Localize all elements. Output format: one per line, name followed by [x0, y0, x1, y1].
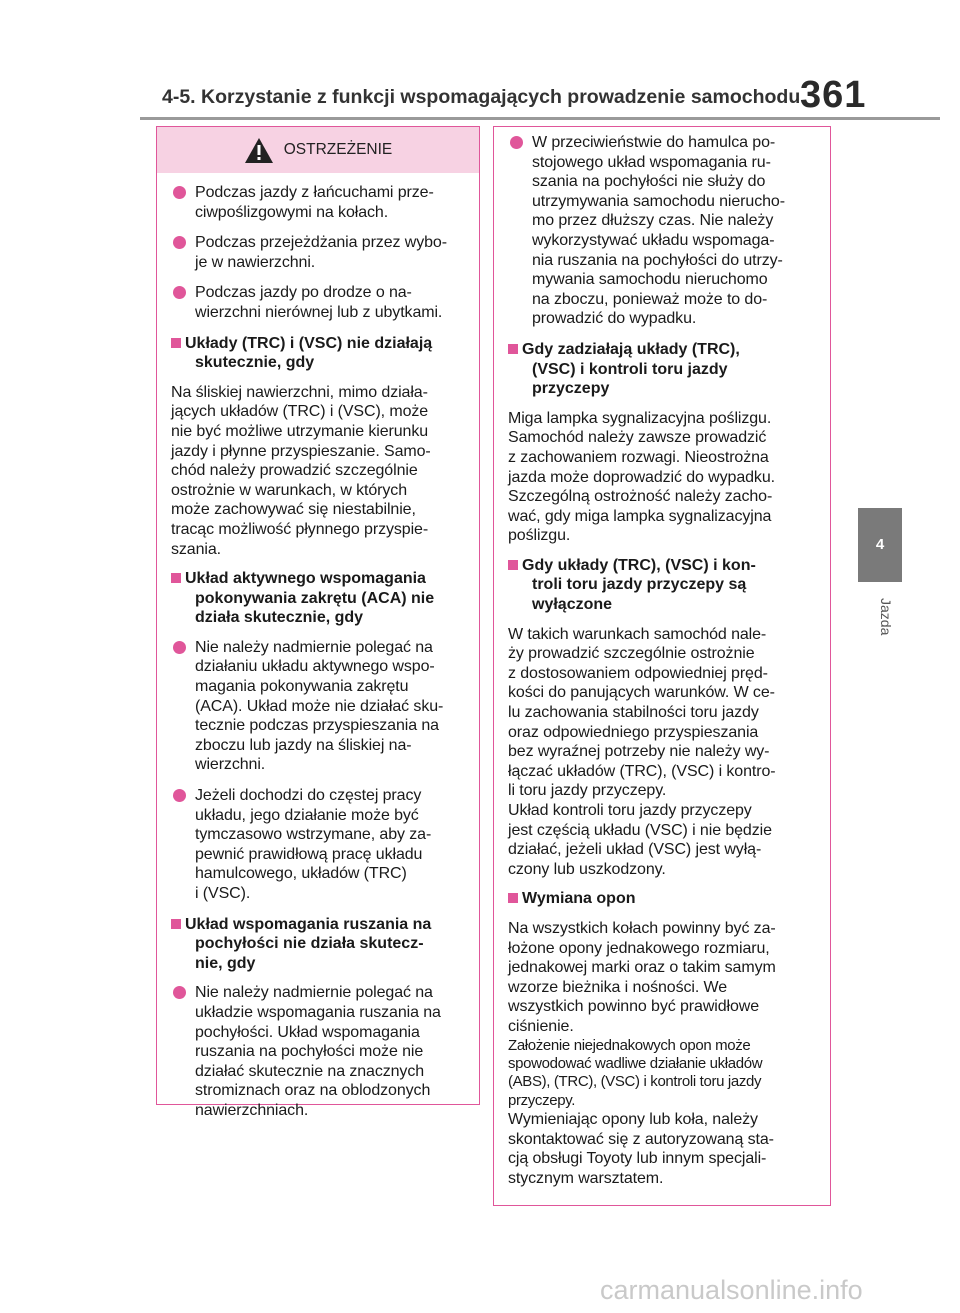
text-line: lu zachowania stabilności toru jazdy	[508, 704, 759, 722]
text-line: ruszania na pochyłości może nie	[195, 1043, 424, 1061]
bullet-dot-icon	[173, 641, 186, 654]
text-line: pochyłości. Układ wspomagania	[195, 1023, 420, 1041]
text-line: jazda może doprowadzić do wypadku.	[508, 468, 775, 486]
text-line: jazdy i płynne przyspieszanie. Samo-	[171, 442, 431, 460]
text-line: magania pokonywania zakrętu	[195, 678, 409, 696]
text-line: utrzymywania samochodu nierucho-	[532, 192, 785, 210]
warning-bullet	[171, 233, 465, 272]
text-line: stycznym warsztatem.	[508, 1169, 664, 1187]
paragraph	[508, 919, 816, 1037]
text-line: (ABS), (TRC), (VSC) i kontroli toru jazdy	[508, 1073, 762, 1091]
text-line: Na śliskiej nawierzchni, mimo działa-	[171, 383, 428, 401]
text-line: Gdy układy (TRC), (VSC) i kon-	[522, 556, 756, 574]
paragraph	[508, 409, 816, 546]
text-line: tecznie podczas przyspieszania na	[195, 717, 439, 735]
text-line: nie być możliwe utrzymanie kierunku	[171, 422, 429, 440]
text-line: może zachowywać się niestabilnie,	[171, 501, 416, 519]
chapter-label: Jazda	[878, 598, 894, 636]
bullet-dot-icon	[510, 136, 523, 149]
text-line: z zachowaniem rozwagi. Nieostrożna	[508, 448, 769, 466]
text-line: Miga lampka sygnalizacyjna poślizgu.	[508, 409, 772, 427]
paragraph	[171, 383, 465, 559]
bullet-dot-icon	[173, 236, 186, 249]
text-line: stromiznach oraz na oblodzonych	[195, 1082, 431, 1100]
bullet-dot-icon	[173, 286, 186, 299]
warning-bullet	[171, 983, 465, 1120]
text-line: W przeciwieństwie do hamulca po-	[532, 134, 776, 151]
text-line: bez wyraźnej potrzeby nie należy wy-	[508, 743, 770, 761]
text-line: Jeżeli dochodzi do częstej pracy	[195, 787, 422, 805]
text-line: troli toru jazdy przyczepy są	[532, 576, 747, 594]
text-line: wać, gdy miga lampka sygnalizacyjna	[508, 507, 772, 525]
bullet-dot-icon	[173, 789, 186, 802]
square-bullet-icon	[171, 338, 181, 348]
text-line: wierzchni.	[195, 756, 266, 774]
text-line: na zboczu, ponieważ może to do-	[532, 290, 768, 308]
text-line: (VSC) i kontroli toru jazdy	[532, 360, 728, 378]
section-heading	[508, 889, 816, 909]
text-line: kości do panujących warunków. W ce-	[508, 684, 775, 702]
text-line: skontaktować się z autoryzowaną sta-	[508, 1130, 774, 1148]
text-line: Nie należy nadmiernie polegać na	[195, 638, 433, 656]
text-line: tracąc możliwość płynnego przyspie-	[171, 520, 429, 538]
text-line: skutecznie, gdy	[195, 354, 315, 372]
warning-box-right	[493, 126, 831, 1206]
text-line: układzie wspomagania ruszania na	[195, 1003, 441, 1021]
text-line: działać, jeżeli układ (VSC) jest wyłą-	[508, 841, 762, 859]
text-line: li toru jazdy przyczepy.	[508, 782, 667, 800]
text-line: mywania samochodu nieruchomo	[532, 271, 768, 289]
warning-title: OSTRZEŻENIE	[283, 141, 393, 158]
text-line: z dostosowaniem odpowiedniej pręd-	[508, 664, 768, 682]
text-line: prowadzić do wypadku.	[532, 310, 697, 328]
text-line: łączać układów (TRC), (VSC) i kontro-	[508, 762, 776, 780]
text-line: nia ruszania na pochyłości do utrzy-	[532, 251, 783, 269]
text-line: przyczepy	[532, 380, 610, 398]
text-line: Szczególną ostrożność należy zacho-	[508, 488, 773, 506]
text-line: Układy (TRC) i (VSC) nie działają	[185, 334, 433, 352]
text-line: łożone opony jednakowego rozmiaru,	[508, 939, 770, 957]
chapter-tab: 4	[858, 508, 902, 582]
watermark: carmanualsonline.info	[600, 1275, 863, 1305]
text-line: Wymiana opon	[522, 890, 636, 908]
paragraph	[508, 1110, 816, 1188]
text-line: oraz odpowiedniego przyspieszania	[508, 723, 759, 741]
header-rule	[140, 117, 940, 120]
text-line: (ACA). Układ może nie działać sku-	[195, 697, 444, 715]
text-line: Podczas jazdy z łańcuchami prze-	[195, 184, 434, 201]
text-line: szania na pochyłości nie służy do	[532, 173, 766, 191]
warning-box-left	[156, 126, 480, 1119]
section-heading	[171, 569, 465, 628]
text-line: Założenie niejednakowych opon może	[508, 1036, 751, 1054]
square-bullet-icon	[508, 893, 518, 903]
text-line: nie, gdy	[195, 954, 256, 972]
text-line: ciśnienie.	[508, 1017, 574, 1035]
text-line: nawierzchniach.	[195, 1101, 309, 1119]
square-bullet-icon	[508, 560, 518, 570]
section-heading	[508, 556, 816, 615]
text-line: ży prowadzić szczególnie ostrożnie	[508, 645, 755, 663]
text-line: wszystkich powinno być prawidłowe	[508, 998, 760, 1016]
section-heading	[508, 340, 816, 399]
text-line: i (VSC).	[195, 885, 251, 902]
text-line: Nie należy nadmiernie polegać na	[195, 984, 433, 1002]
warning-triangle-icon	[244, 137, 274, 164]
text-line: Wymieniając opony lub koła, należy	[508, 1111, 758, 1129]
text-line: szania.	[171, 540, 221, 558]
warning-bullet	[171, 638, 465, 775]
text-line: Podczas jazdy po drodze o na-	[195, 284, 412, 302]
text-line: Układ wspomagania ruszania na	[185, 915, 432, 933]
square-bullet-icon	[171, 919, 181, 929]
paragraph	[508, 625, 816, 880]
text-line: jących układów (TRC) i (VSC), może	[171, 403, 429, 421]
text-line: poślizgu.	[508, 527, 571, 545]
text-line: jest częścią układu (VSC) i nie będzie	[508, 821, 772, 839]
text-line: pewnić prawidłową pracę układu	[195, 845, 423, 863]
paragraph	[508, 1037, 816, 1111]
text-line: ostrożnie w warunkach, w których	[171, 481, 408, 499]
text-line: Układ kontroli toru jazdy przyczepy	[508, 802, 752, 819]
bullet-dot-icon	[173, 186, 186, 199]
text-line: ciwpoślizgowymi na kołach.	[195, 203, 389, 221]
text-line: działaniu układu aktywnego wspo-	[195, 658, 435, 676]
text-line: działać skutecznie na znacznych	[195, 1062, 425, 1080]
text-line: pokonywania zakrętu (ACA) nie	[195, 589, 435, 607]
section-heading	[171, 334, 465, 373]
text-line: wzorze bieżnika i nośności. We	[508, 978, 728, 996]
page-number: 361	[800, 74, 867, 116]
text-line: działa skutecznie, gdy	[195, 609, 364, 627]
text-line: czony lub uszkodzony.	[508, 860, 666, 878]
bullet-dot-icon	[173, 986, 186, 999]
text-line: wykorzystywać układu wspomaga-	[532, 231, 775, 249]
warning-bullet	[171, 183, 465, 222]
text-line: wyłączone	[532, 596, 613, 614]
text-line: chód należy prowadzić szczególnie	[171, 462, 418, 480]
text-line: jednakowej marki oraz o takim samym	[508, 959, 776, 977]
text-line: W takich warunkach samochód nale-	[508, 625, 767, 643]
text-line: Gdy zadziałają układy (TRC),	[522, 340, 740, 358]
section-heading	[171, 915, 465, 974]
text-line: spowodować wadliwe działanie układów	[508, 1054, 763, 1072]
text-line: Na wszystkich kołach powinny być za-	[508, 919, 776, 937]
text-line: Układ aktywnego wspomagania	[185, 570, 426, 588]
text-line: je w nawierzchni.	[195, 253, 316, 271]
text-line: wierzchni nierównej lub z ubytkami.	[195, 303, 443, 321]
warning-bullet	[508, 133, 816, 329]
warning-bullet	[171, 786, 465, 904]
text-line: pochyłości nie działa skutecz-	[195, 935, 424, 953]
text-line: hamulcowego, układów (TRC)	[195, 865, 407, 883]
square-bullet-icon	[171, 573, 181, 583]
square-bullet-icon	[508, 344, 518, 354]
text-line: Samochód należy zawsze prowadzić	[508, 429, 767, 447]
text-line: cją obsługi Toyoty lub innym specjali-	[508, 1150, 767, 1168]
text-line: przyczepy.	[508, 1091, 576, 1109]
text-line: stojowego układ wspomagania ru-	[532, 153, 771, 171]
text-line: tymczasowo wstrzymane, aby za-	[195, 826, 432, 844]
warning-header	[157, 127, 479, 173]
text-line: układu, jego działanie może być	[195, 806, 419, 824]
text-line: Podczas przejeżdżania przez wybo-	[195, 234, 447, 252]
text-line: mo przez dłuższy czas. Nie należy	[532, 212, 774, 230]
warning-bullet	[171, 283, 465, 322]
header-title: 4-5. Korzystanie z funkcji wspomagających prowadzenie samochodu	[162, 86, 801, 108]
text-line: zboczu lub jazdy na śliskiej na-	[195, 736, 412, 754]
